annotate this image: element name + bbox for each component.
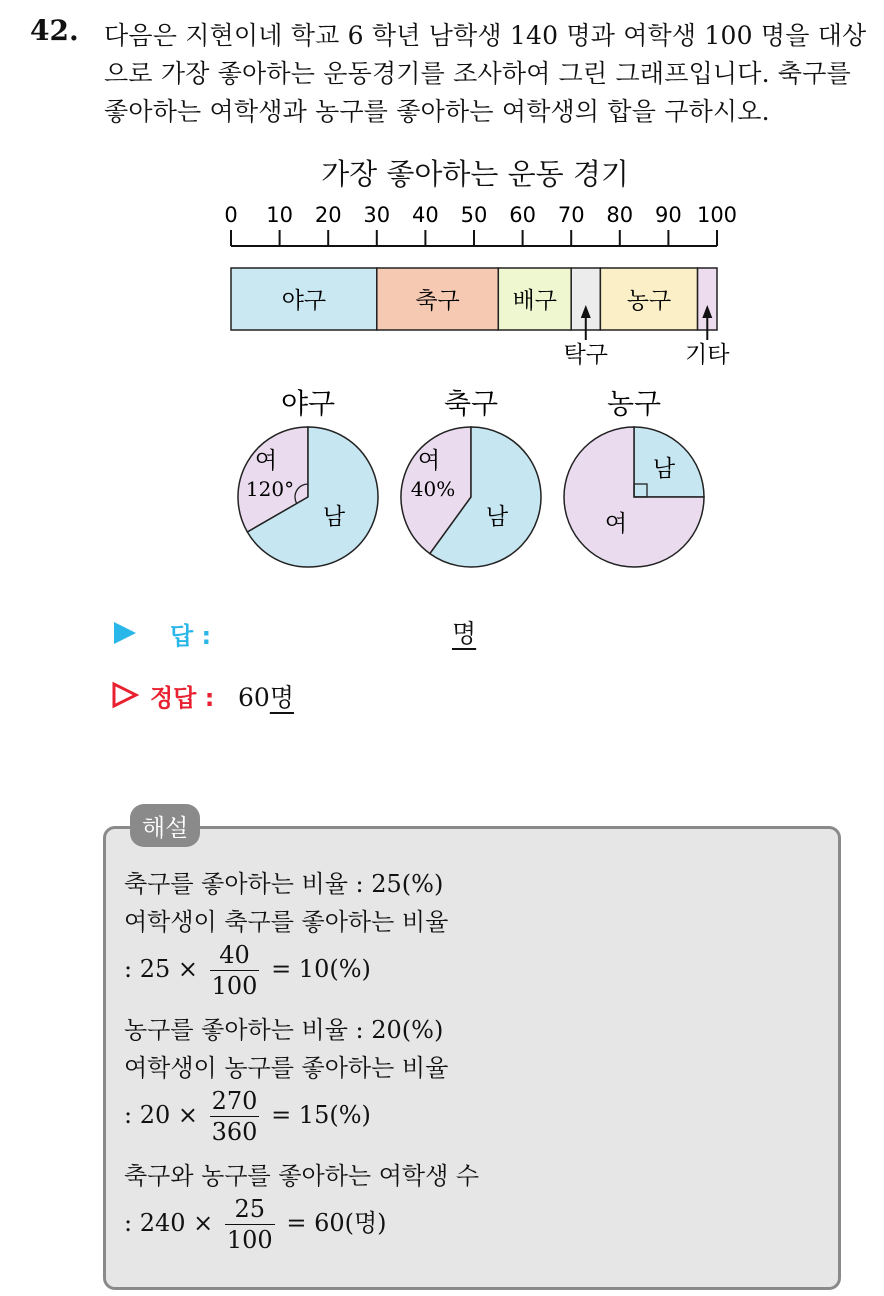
tick-label: 100 xyxy=(696,203,738,227)
explanation-line-4: 농구를 좋아하는 비율 : 20(%) xyxy=(124,1016,444,1044)
formula-result: = 10(%) xyxy=(263,955,371,983)
tick-label: 40 xyxy=(412,203,439,227)
tick-label: 10 xyxy=(266,203,293,227)
answer-label: 답 : xyxy=(170,622,212,650)
pie-label: 여 xyxy=(417,448,441,474)
segment-label: 배구 xyxy=(512,288,557,314)
correct-label: 정답 : xyxy=(150,684,215,712)
pie-title: 농구 xyxy=(606,387,662,420)
fraction xyxy=(225,1194,275,1255)
explanation-line-3 xyxy=(124,940,371,1001)
formula-prefix: : 25 × xyxy=(124,955,206,983)
pie-label: 여 xyxy=(254,448,278,474)
fraction-numerator: 25 xyxy=(225,1194,275,1225)
explanation-line-1: 축구를 좋아하는 비율 : 25(%) xyxy=(124,870,444,898)
fraction-numerator: 270 xyxy=(211,1087,258,1115)
pie-label: 남 xyxy=(322,504,346,530)
pie-label: 여 xyxy=(604,511,628,537)
segment-label: 축구 xyxy=(415,288,460,314)
callout-label: 탁구 xyxy=(563,342,608,368)
fraction-numerator: 40 xyxy=(210,940,260,971)
segment-label: 농구 xyxy=(626,288,672,314)
question-line-3: 좋아하는 여학생과 농구를 좋아하는 여학생의 합을 구하시오. xyxy=(104,97,770,126)
callout-label: 기타 xyxy=(685,342,730,368)
pie-annotation: 120° xyxy=(245,477,295,501)
pie-title: 야구 xyxy=(280,387,336,420)
explanation-line-6 xyxy=(124,1086,371,1147)
explanation-line-2: 여학생이 축구를 좋아하는 비율 xyxy=(124,908,449,936)
correct-unit: 명 xyxy=(269,683,294,712)
fraction-denominator: 100 xyxy=(226,1226,273,1254)
explanation-line-8 xyxy=(124,1194,387,1255)
graph-title: 가장 좋아하는 운동 경기 xyxy=(321,157,629,191)
fraction-denominator: 100 xyxy=(211,972,258,1000)
fraction xyxy=(210,940,260,1001)
correct-arrow-icon xyxy=(114,684,136,706)
fraction xyxy=(210,1086,260,1147)
tick-label: 50 xyxy=(460,203,488,227)
explanation-line-5: 여학생이 농구를 좋아하는 비율 xyxy=(124,1054,449,1082)
question-number: 42. xyxy=(30,14,79,47)
question-line-2: 으로 가장 좋아하는 운동경기를 조사하여 그린 그래프입니다. 축구를 xyxy=(104,59,851,88)
tick-label: 20 xyxy=(314,203,342,227)
answer-unit: 명 xyxy=(452,619,477,648)
tick-label: 0 xyxy=(224,203,238,227)
tick-label: 70 xyxy=(557,203,585,227)
question-line-1: 다음은 지현이네 학교 6 학년 남학생 140 명과 여학생 100 명을 대상 xyxy=(104,21,867,50)
explanation-tag: 해설 xyxy=(130,804,200,847)
tick-label: 60 xyxy=(509,203,536,227)
formula-result: = 15(%) xyxy=(263,1101,371,1129)
explanation-line-7: 축구와 농구를 좋아하는 여학생 수 xyxy=(124,1162,480,1190)
pie-title: 축구 xyxy=(443,387,499,420)
formula-prefix: : 20 × xyxy=(124,1101,206,1129)
formula-result: = 60(명) xyxy=(278,1209,387,1237)
tick-label: 80 xyxy=(606,203,634,227)
formula-prefix: : 240 × xyxy=(124,1209,221,1237)
tick-label: 30 xyxy=(363,203,391,227)
correct-value: 60 xyxy=(238,683,270,712)
pie-label: 남 xyxy=(652,456,676,482)
pie-label: 남 xyxy=(485,504,509,530)
segment-label: 야구 xyxy=(281,288,327,314)
correct-answer xyxy=(238,678,294,714)
tick-label: 90 xyxy=(655,203,682,227)
pie-annotation: 40% xyxy=(410,477,456,501)
fraction-denominator: 360 xyxy=(211,1118,258,1146)
